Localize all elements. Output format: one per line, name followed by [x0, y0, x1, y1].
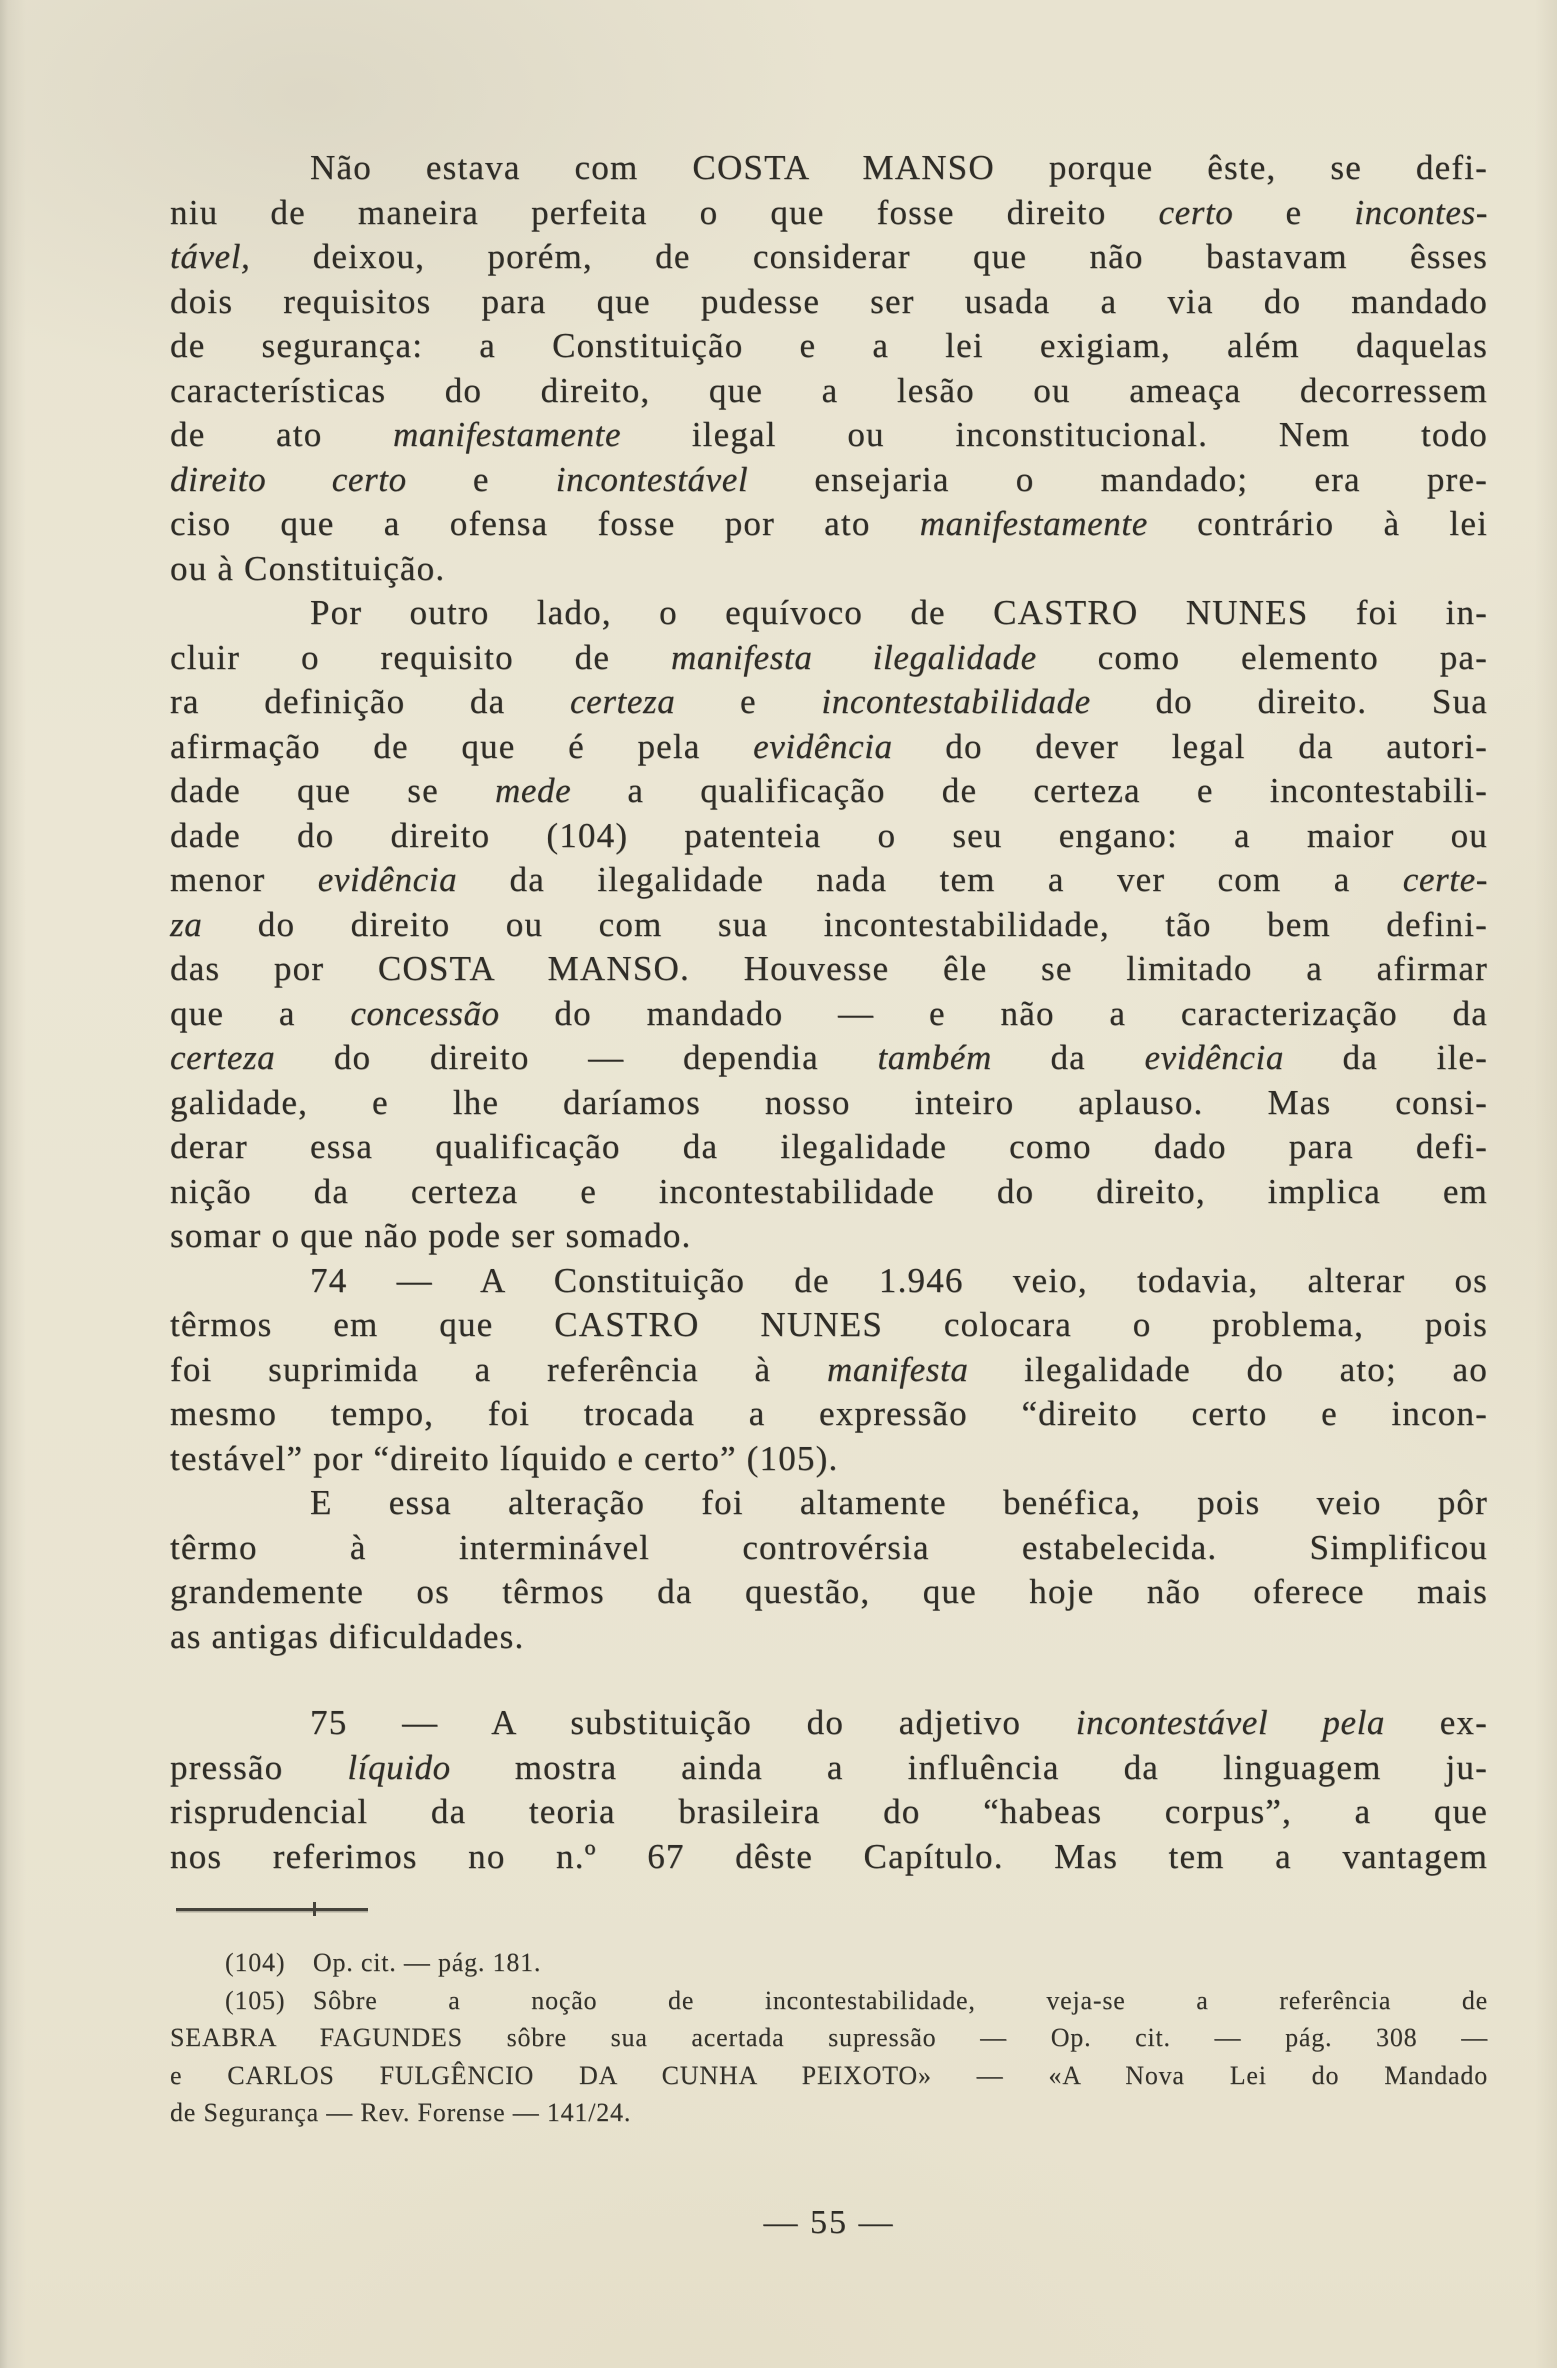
text: (104) Op. cit. — pág. 181. — [225, 1948, 542, 1977]
text: e — [675, 682, 822, 721]
italic-text: incontestável pela — [1075, 1703, 1385, 1742]
body-line — [170, 769, 1488, 814]
body-line — [170, 1526, 1488, 1571]
body-line — [170, 1214, 1488, 1259]
text: galidade, e lhe daríamos nosso inteiro aplauso. Mas consi- — [170, 1082, 1488, 1122]
text: e — [1233, 192, 1355, 232]
italic-text: za — [170, 904, 203, 944]
body-line — [170, 1259, 1488, 1304]
text: ciso que a ofensa fosse por ato — [170, 504, 920, 543]
body-line — [170, 1437, 1488, 1482]
body-line — [170, 1701, 1488, 1746]
footnote-line — [170, 2057, 1488, 2095]
text: Por outro lado, o equívoco de CASTRO NUNES foi in- — [310, 593, 1488, 632]
body-line — [170, 235, 1488, 280]
text: afirmação de que é pela — [170, 726, 754, 766]
body-line — [170, 591, 1488, 636]
text: risprudencial da teoria brasileira do “habeas corpus”, a que — [170, 1792, 1488, 1831]
paragraph-75 — [170, 1701, 1488, 1879]
body-line — [170, 1481, 1488, 1526]
italic-text: manifesta ilegalidade — [670, 637, 1037, 677]
italic-text: líquido — [347, 1747, 451, 1787]
body-line — [170, 502, 1488, 547]
italic-text: manifestamente — [393, 415, 622, 454]
body-line — [170, 146, 1488, 191]
italic-text: tável, — [170, 237, 251, 276]
text: como elemento pa- — [1036, 637, 1489, 677]
italic-text: certo — [1158, 192, 1234, 232]
text: E essa alteração foi altamente benéfica, pois veio pôr — [310, 1483, 1488, 1522]
text: têrmos em que CASTRO NUNES colocara o problema, pois — [170, 1305, 1488, 1344]
text: ra definição da — [170, 682, 571, 721]
body-line — [170, 324, 1488, 369]
body-line — [170, 1303, 1488, 1348]
paragraph-castro-nunes — [170, 591, 1488, 1259]
text: 75 — A substituição do adjetivo — [310, 1703, 1076, 1742]
paragraph-costa-manso — [170, 146, 1488, 591]
body-line — [170, 725, 1488, 770]
body-line — [170, 1790, 1488, 1835]
italic-text: manifestamente — [919, 504, 1148, 543]
text: do mandado — e não a caracterização da — [499, 993, 1488, 1033]
text: ex- — [1385, 1703, 1488, 1742]
footnote-line — [170, 2019, 1488, 2057]
text: dade do direito (104) patenteia o seu engano: a maior ou — [170, 815, 1488, 855]
paragraph-74 — [170, 1259, 1488, 1482]
body-line — [170, 547, 1488, 592]
body-line — [170, 947, 1488, 992]
body-line — [170, 1081, 1488, 1126]
paragraph-alteracao — [170, 1481, 1488, 1659]
text: e CARLOS FULGÊNCIO DA CUNHA PEIXOTO» — «A Nova Lei do Mandado — [170, 2060, 1488, 2090]
text: dois requisitos para que pudesse ser usada a via do mandado — [170, 281, 1488, 321]
italic-text: certeza — [570, 682, 676, 721]
body-line — [170, 636, 1488, 681]
footnote-line — [170, 1982, 1488, 2020]
text: foi suprimida a referência à — [170, 1349, 827, 1389]
text: ou à Constituição. — [170, 548, 446, 588]
text: de Segurança — Rev. Forense — 141/24. — [170, 2098, 632, 2127]
text: ilegal ou inconstitucional. Nem todo — [621, 415, 1488, 454]
text: menor — [170, 860, 318, 899]
italic-text: direito certo — [170, 459, 407, 499]
text: e — [406, 459, 556, 499]
text: Não estava com COSTA MANSO porque êste, se defi- — [310, 148, 1488, 187]
italic-text: evidência — [753, 726, 893, 766]
text: pressão — [170, 1747, 348, 1787]
body-line — [170, 903, 1488, 948]
text: mostra ainda a influência da linguagem ju- — [450, 1747, 1488, 1787]
footnote-line — [170, 2094, 1488, 2132]
body-line — [170, 814, 1488, 859]
italic-text: incontes- — [1354, 192, 1488, 232]
body-line — [170, 992, 1488, 1037]
text: somar o que não pode ser somado. — [170, 1216, 692, 1255]
italic-text: incontestabilidade — [821, 682, 1091, 721]
text: das por COSTA MANSO. Houvesse êle se limitado a afirmar — [170, 949, 1488, 988]
body-line — [170, 680, 1488, 725]
text: da — [991, 1038, 1145, 1077]
text: do dever legal da autori- — [892, 726, 1488, 766]
body-line — [170, 1348, 1488, 1393]
body-line — [170, 458, 1488, 503]
text: cluir o requisito de — [170, 637, 671, 677]
italic-text: evidência — [1144, 1038, 1284, 1077]
text: características do direito, que a lesão ou ameaça decorressem — [170, 370, 1488, 410]
text: dade que se — [170, 771, 495, 810]
body-line — [170, 369, 1488, 414]
text: 74 — A Constituição de 1.946 veio, todavia, alterar os — [310, 1260, 1488, 1300]
text: têrmo à interminável controvérsia estabelecida. Simplificou — [170, 1527, 1488, 1567]
text: do direito. Sua — [1090, 682, 1488, 721]
text: derar essa qualificação da ilegalidade como dado para defi- — [170, 1127, 1488, 1166]
text: deixou, porém, de considerar que não bastavam êsses — [250, 237, 1488, 276]
text: as antigas dificuldades. — [170, 1616, 525, 1656]
italic-text: evidência — [317, 860, 458, 899]
text: testável” por “direito líquido e certo” (105). — [170, 1438, 839, 1478]
text: da ile- — [1283, 1038, 1488, 1077]
body-line — [170, 1835, 1488, 1880]
text: nos referimos no n.º 67 dêste Capítulo. Mas tem a vantagem — [170, 1836, 1488, 1876]
italic-text: certeza — [170, 1038, 276, 1077]
body-line — [170, 1570, 1488, 1615]
footnote-line — [170, 1944, 1488, 1982]
text: do direito ou com sua incontestabilidade, tão bem defini- — [202, 904, 1488, 944]
text: contrário à lei — [1147, 504, 1489, 543]
italic-text: mede — [494, 771, 572, 810]
italic-text: manifesta — [826, 1349, 969, 1389]
italic-text: certe- — [1402, 860, 1488, 899]
page-body — [170, 146, 1488, 1879]
italic-text: incontestável — [555, 459, 749, 499]
text: niu de maneira perfeita o que fosse direito — [170, 192, 1159, 232]
text: (105) Sôbre a noção de incontestabilidade, veja-se a referência de — [225, 1985, 1488, 2015]
body-line — [170, 413, 1488, 458]
body-line — [170, 1615, 1488, 1660]
body-line — [170, 1125, 1488, 1170]
page-number: — 55 — — [763, 2204, 895, 2241]
text: de ato — [170, 415, 394, 454]
text: SEABRA FAGUNDES sôbre sua acertada supressão — Op. cit. — pág. 308 — — [170, 2023, 1488, 2052]
text: nição da certeza e incontestabilidade do direito, implica em — [170, 1171, 1488, 1211]
text: grandemente os têrmos da questão, que hoje não oferece mais — [170, 1572, 1488, 1611]
body-line — [170, 1170, 1488, 1215]
text: a qualificação de certeza e incontestabili- — [571, 771, 1488, 810]
text: da ilegalidade nada tem a ver com a — [457, 860, 1403, 899]
footnotes — [170, 1944, 1488, 2132]
body-line — [170, 1746, 1488, 1791]
body-line — [170, 1036, 1488, 1081]
body-line — [170, 858, 1488, 903]
footnote-separator-rule — [176, 1908, 368, 1911]
text: mesmo tempo, foi trocada a expressão “direito certo e incon- — [170, 1394, 1488, 1433]
text: de segurança: a Constituição e a lei exigiam, além daquelas — [170, 326, 1488, 365]
text: que a — [170, 993, 351, 1033]
italic-text: concessão — [350, 993, 500, 1033]
text: ensejaria o mandado; era pre- — [748, 459, 1489, 499]
body-line — [170, 191, 1488, 236]
text: ilegalidade do ato; ao — [968, 1349, 1488, 1389]
body-line — [170, 1392, 1488, 1437]
text: do direito — dependia — [275, 1038, 878, 1077]
italic-text: também — [877, 1038, 992, 1077]
body-line — [170, 280, 1488, 325]
